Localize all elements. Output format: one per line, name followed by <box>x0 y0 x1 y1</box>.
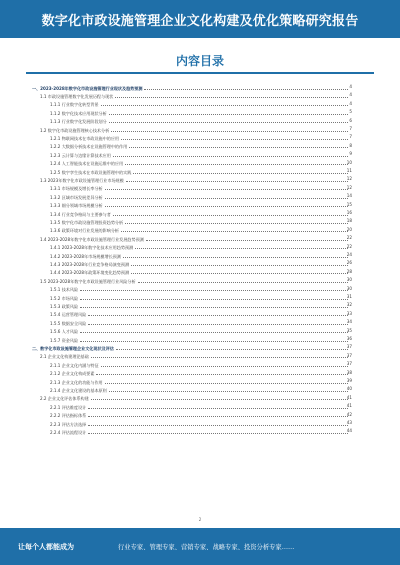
toc-page-number: 22 <box>346 243 352 249</box>
toc-page-number: 24 <box>346 252 352 257</box>
report-title: 数字化市政设施管理企业文化构建及优化策略研究报告 <box>41 14 359 29</box>
toc-dot-leader <box>80 301 348 308</box>
toc-dot-leader <box>144 83 348 90</box>
toc-entry-text: 2.2 企业文化评估体系构建 <box>40 396 89 402</box>
toc-entry-text: 1.2.2 大数据分析技术在设施管理中的作用 <box>50 144 128 150</box>
toc-dot-leader <box>116 343 348 350</box>
toc-page-number: 4 <box>349 100 352 106</box>
page-number: 2 <box>198 517 202 522</box>
toc-page-number: 9 <box>349 151 352 157</box>
toc-dot-leader <box>91 352 348 359</box>
toc-page-number: 34 <box>346 319 352 325</box>
toc-entry-text: 一、2023-2028年数字化市政设施管理行业现状及趋势预测 <box>32 85 143 91</box>
toc-page-number: 7 <box>349 134 352 140</box>
toc-page-number: 43 <box>346 420 352 425</box>
toc-entry-text: 2.2.4 评估流程设计 <box>50 429 87 435</box>
footer-banner <box>0 528 400 565</box>
toc-dot-leader <box>133 167 348 174</box>
toc-entry-text: 2.1 企业文化构建理论基础 <box>40 354 89 360</box>
toc-entry-text: 1.2.5 数字孪生技术在市政设施管理中的实践 <box>50 169 132 175</box>
toc-dot-leader <box>123 251 348 258</box>
toc-dot-leader <box>138 276 348 283</box>
toc-dot-leader <box>109 117 348 124</box>
toc-dot-leader <box>146 234 348 241</box>
toc-page-number: 32 <box>346 302 352 308</box>
toc-page-number: 33 <box>346 310 352 316</box>
toc-dot-leader <box>88 427 348 434</box>
toc-entry-text: 1.1.1 行业数字化转型背景 <box>50 102 99 108</box>
toc-page-number: 44 <box>346 428 352 434</box>
toc-dot-leader <box>115 91 348 98</box>
toc-entry[interactable] <box>0 318 400 326</box>
toc-page-number: 28 <box>346 268 352 274</box>
toc-entry-text: 1.5.6 人才风险 <box>50 329 79 335</box>
toc-entry[interactable] <box>0 100 400 108</box>
toc-entry-text: 2.1.4 企业文化建设的基本原则 <box>50 387 107 393</box>
toc-page-number: 37 <box>346 352 352 358</box>
toc-dot-leader <box>131 259 348 266</box>
toc-entry-text: 1.1.2 数字化技术应用现状分析 <box>50 110 107 116</box>
toc-entry-text: 1.3 2023年数字化市政设施管理行业市场规模 <box>40 177 124 183</box>
toc-page-number: 37 <box>346 344 352 350</box>
toc-heading: 内容目录 <box>175 54 224 68</box>
toc-entry-text: 1.5.7 资金风险 <box>50 337 79 343</box>
toc-dot-leader <box>109 108 348 115</box>
toc-entry[interactable] <box>0 167 400 175</box>
toc-entry[interactable] <box>0 251 400 259</box>
toc-dot-leader <box>88 402 348 409</box>
toc-page-number: 16 <box>346 210 352 215</box>
toc-dot-leader <box>88 419 348 426</box>
toc-dot-leader <box>80 335 348 342</box>
toc-entry[interactable] <box>0 150 400 158</box>
footer-expert-list: 行业专家、管理专家、营销专家、战略专家、投资分析专家…… <box>118 544 295 551</box>
toc-page-number: 41 <box>346 403 352 409</box>
toc-entry-text: 2.1.2 企业文化构成要素 <box>50 371 95 377</box>
toc-dot-leader <box>126 175 348 182</box>
toc-entry[interactable] <box>0 352 400 360</box>
toc-entry[interactable] <box>0 117 400 125</box>
toc-dot-leader <box>101 360 348 367</box>
toc-entry[interactable] <box>0 427 400 435</box>
toc-entry[interactable] <box>0 184 400 192</box>
toc-entry[interactable] <box>0 419 400 427</box>
toc-entry-text: 1.3.2 区域市场发展差异分析 <box>50 194 103 200</box>
toc-entry-text: 1.5.4 运营管理风险 <box>50 312 87 318</box>
toc-entry[interactable] <box>0 259 400 267</box>
toc-page-number: 11 <box>346 168 352 173</box>
toc-page-number: 22 <box>346 235 352 241</box>
toc-entry[interactable] <box>0 217 400 225</box>
toc-entry-text: 1.4 2023-2028年数字化市政设施管理行业发展趋势预测 <box>40 236 144 242</box>
toc-entry[interactable] <box>0 192 400 200</box>
toc-dot-leader <box>88 310 348 317</box>
toc-page-number: 42 <box>346 411 352 417</box>
toc-entry[interactable] <box>0 142 400 150</box>
toc-page-number: 4 <box>349 92 352 98</box>
toc-entry[interactable] <box>0 91 400 99</box>
toc-entry[interactable] <box>0 108 400 116</box>
toc-entry[interactable] <box>0 394 400 402</box>
toc-page-number: 31 <box>346 294 352 299</box>
toc-entry[interactable] <box>0 133 400 141</box>
toc-divider <box>26 72 374 74</box>
toc-dot-leader <box>105 201 348 208</box>
toc-dot-leader <box>105 377 348 384</box>
toc-page-number: 41 <box>346 394 352 400</box>
toc-entry[interactable] <box>0 201 400 209</box>
toc-entry[interactable] <box>0 285 400 293</box>
toc-entry[interactable] <box>0 226 400 234</box>
toc-entry[interactable] <box>0 159 400 167</box>
toc-entry-text: 1.2.4 人工智能技术在设施运维中的应用 <box>50 161 124 167</box>
toc-page-number: 15 <box>346 201 352 207</box>
toc-dot-leader <box>96 369 348 376</box>
toc-page-number: 40 <box>346 386 352 392</box>
toc-page-number: 30 <box>346 277 352 283</box>
toc-entry-text: 1.1.3 行业数字化发展阶段划分 <box>50 119 107 125</box>
toc-dot-leader <box>113 150 348 157</box>
toc-entry[interactable] <box>0 310 400 318</box>
toc-dot-leader <box>131 268 348 275</box>
toc-dot-leader <box>135 243 348 250</box>
toc-entry[interactable] <box>0 276 400 284</box>
toc-entry-text: 1.3.4 行业竞争格局与主要参与者 <box>50 211 111 217</box>
toc-entry-line <box>50 427 350 437</box>
toc-dot-leader <box>125 159 348 166</box>
toc-dot-leader <box>121 133 348 140</box>
toc-page-number: 7 <box>349 126 352 131</box>
toc-entry[interactable] <box>0 327 400 335</box>
toc-entry-text: 1.3.5 数字化市政设施管理投资趋势分析 <box>50 219 124 225</box>
toc-entry-text: 1.3.3 细分领域市场规模分析 <box>50 203 103 209</box>
toc-dot-leader <box>113 209 348 216</box>
toc-entry-text: 1.5.3 政策风险 <box>50 303 79 309</box>
toc-entry[interactable] <box>0 83 400 91</box>
toc-entry-text: 2.2.3 评估方法选择 <box>50 421 87 427</box>
toc-entry-text: 2.2.2 评估指标体系 <box>50 413 87 419</box>
toc-entry-text: 2.1.1 企业文化内涵与特征 <box>50 362 99 368</box>
toc-page-number: 10 <box>346 159 352 165</box>
toc-entry[interactable] <box>0 301 400 309</box>
toc-entry[interactable] <box>0 369 400 377</box>
toc-entry[interactable] <box>0 268 400 276</box>
toc-entry-text: 1.2.1 物联网技术在市政设施中的应用 <box>50 135 120 141</box>
toc-page-number: 4 <box>349 84 352 89</box>
toc-entry[interactable] <box>0 360 400 368</box>
toc-entry-text: 1.4.2 2023-2028年市场规模增长预测 <box>50 253 121 259</box>
toc-dot-leader <box>101 100 348 107</box>
toc-entry-text: 1.2.3 云计算与边缘计算技术应用 <box>50 152 111 158</box>
toc-entry[interactable] <box>0 243 400 251</box>
toc-entry-text: 1.5 2023-2028年数字化市政设施管理行业风险分析 <box>40 278 136 284</box>
toc-entry-text: 1.5.2 市场风险 <box>50 295 79 301</box>
toc-page-number: 6 <box>349 117 352 123</box>
toc-dot-leader <box>80 293 348 300</box>
toc-entry-text: 1.3.1 市场规模及增长率分析 <box>50 186 103 192</box>
toc-page-number: 39 <box>346 378 352 383</box>
toc-entry[interactable] <box>0 125 400 133</box>
toc-page-number: 14 <box>346 193 352 199</box>
toc-dot-leader <box>88 318 348 325</box>
toc-page-number: 36 <box>346 336 352 341</box>
toc-entry[interactable] <box>0 293 400 301</box>
toc-dot-leader <box>125 217 348 224</box>
toc-entry-text: 2.1.3 企业文化的功能与作用 <box>50 379 103 385</box>
toc-entry-text: 二、数字化市政设施管理企业文化现状及评估 <box>32 345 114 351</box>
toc-page-number: 18 <box>346 218 352 224</box>
toc-dot-leader <box>91 394 348 401</box>
footer-slogan: 让每个人都能成为 <box>18 543 74 551</box>
toc-entry-text: 1.1 市政设施管理数字化发展历程与现状 <box>40 93 114 99</box>
toc-entry[interactable] <box>0 209 400 217</box>
toc-entry[interactable] <box>0 343 400 351</box>
toc-page-number: 37 <box>346 361 352 367</box>
toc-page-number: 12 <box>346 184 352 190</box>
toc-entry-text: 1.5.1 技术风险 <box>50 287 79 293</box>
toc-page-number: 26 <box>346 260 352 266</box>
toc-page-number: 38 <box>346 369 352 375</box>
toc-page-number: 35 <box>346 327 352 333</box>
toc-entry[interactable] <box>0 377 400 385</box>
toc-entry-text: 1.4.3 2023-2028年行业竞争格局演变预测 <box>50 261 130 267</box>
toc-page-number: 5 <box>349 109 352 115</box>
toc-entry-text: 1.4.1 2023-2028年数字化技术应用趋势预测 <box>50 245 134 251</box>
toc-entry[interactable] <box>0 411 400 419</box>
toc-entry-text: 1.2 数字化市政设施管理核心技术分析 <box>40 127 110 133</box>
toc-dot-leader <box>111 125 348 132</box>
toc-dot-leader <box>105 184 348 191</box>
toc-page-number: 20 <box>346 226 352 232</box>
toc-entry[interactable] <box>0 402 400 410</box>
toc-dot-leader <box>80 285 348 292</box>
toc-entry[interactable] <box>0 385 400 393</box>
toc-entry[interactable] <box>0 175 400 183</box>
toc-page-number: 30 <box>346 285 352 291</box>
toc-dot-leader <box>105 192 348 199</box>
toc-entry-text: 1.4.4 2023-2028年政策环境变化趋势预测 <box>50 270 130 276</box>
toc-dot-leader <box>109 385 348 392</box>
toc-entry-text: 2.2.1 评估维度设计 <box>50 404 87 410</box>
toc-entry-text: 1.5.5 数据安全风险 <box>50 320 87 326</box>
report-header-banner <box>0 0 400 38</box>
toc-entry-text: 1.3.6 政策环境对行业发展的影响分析 <box>50 228 120 234</box>
toc-page-number: 12 <box>346 176 352 182</box>
toc-dot-leader <box>129 142 348 149</box>
toc-dot-leader <box>80 327 348 334</box>
toc-page-number: 8 <box>349 142 352 148</box>
toc-entry[interactable] <box>0 234 400 242</box>
toc-dot-leader <box>88 411 348 418</box>
toc-dot-leader <box>121 226 348 233</box>
toc-entry[interactable] <box>0 335 400 343</box>
